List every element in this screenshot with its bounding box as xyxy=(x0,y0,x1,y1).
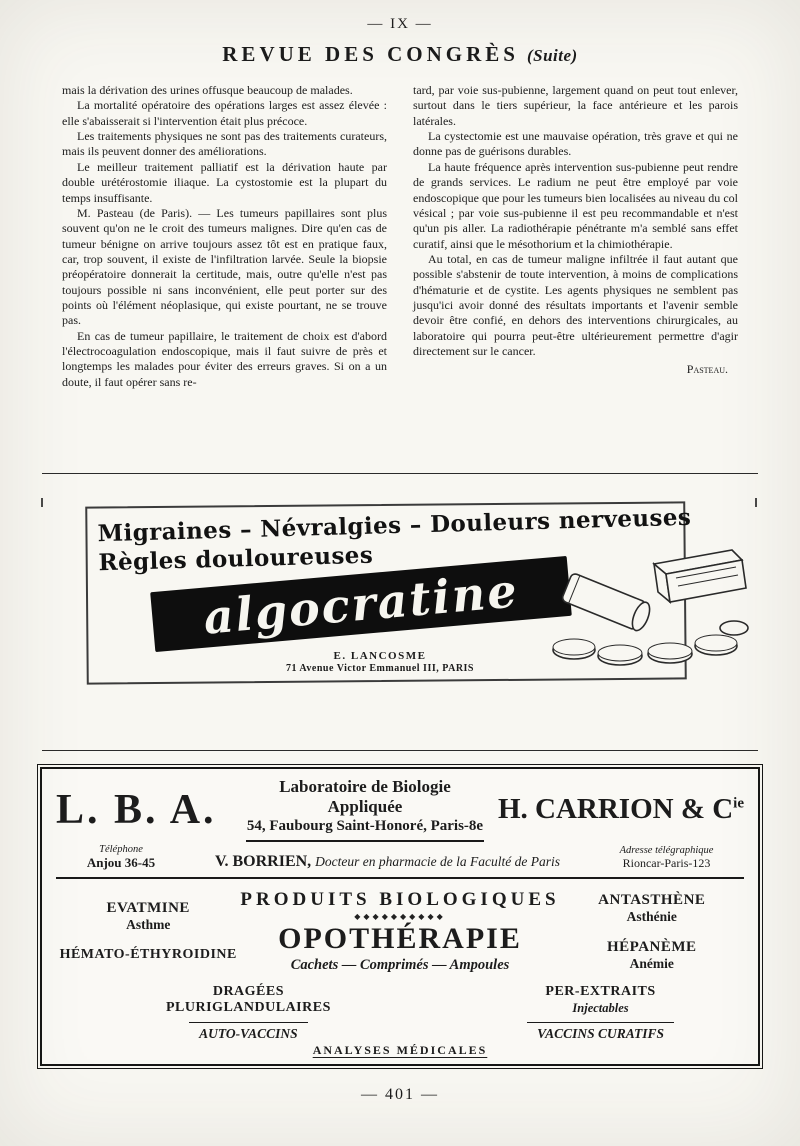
product-indication: Anémie xyxy=(629,955,674,971)
maker-name: E. LANCOSME xyxy=(333,650,427,662)
lba-contact-row xyxy=(56,842,744,879)
product-item xyxy=(56,900,240,933)
lba-ad xyxy=(40,767,760,1066)
dragees-block xyxy=(166,984,331,1043)
maker-address: 71 Avenue Victor Emmanuel III, PARIS xyxy=(285,663,474,674)
section-divider xyxy=(42,473,758,474)
product-item xyxy=(560,892,744,925)
dragees-line2: PLURIGLANDULAIRES xyxy=(166,1000,331,1015)
product-indication: Asthénie xyxy=(626,908,677,924)
title-suffix: (Suite) xyxy=(526,46,578,65)
page-number-top: — IX — xyxy=(367,16,433,32)
company-name xyxy=(484,793,744,826)
product-name: HÉMATO-ÉTHYROIDINE xyxy=(59,947,237,962)
paragraph: La mortalité opératoire des opérations larges est assez élevée : elle s'abaisserait si l'intervention était plus précoce. xyxy=(62,98,387,128)
pharmacist-name: V. BORRIEN, xyxy=(215,853,312,870)
product-name: EVATMINE xyxy=(106,900,190,916)
company-superscript: ie xyxy=(733,795,744,812)
lba-bottom-row xyxy=(56,984,744,1058)
phone-block xyxy=(56,844,186,871)
ad-headline-line1: Migraines – Névralgies – Douleurs nerveuses xyxy=(97,503,692,548)
phone-number: Anjou 36-45 xyxy=(86,855,156,870)
company-main: H. CARRION & C xyxy=(497,793,734,825)
products-left xyxy=(56,889,240,974)
pill-tube-illustration xyxy=(538,540,750,672)
brand-name: algocratine xyxy=(201,563,521,645)
product-indication: Asthme xyxy=(126,917,171,932)
left-column xyxy=(62,83,387,459)
title-main: REVUE DES CONGRÈS xyxy=(222,42,519,66)
ad-headline-line2: Règles douloureuses xyxy=(98,541,374,577)
pharmacist-title: Docteur en pharmacie de la Faculté de Paris xyxy=(315,854,560,869)
auto-vaccins: AUTO-VACCINS xyxy=(189,1022,308,1042)
per-extraits-line1: PER-EXTRAITS xyxy=(545,984,656,999)
paragraph: M. Pasteau (de Paris). — Les tumeurs papillaires sont plus souvent qu'on ne le croit des tumeurs malignes. Dire qu'en cas de tumeur bénigne on arrive toujours assez tôt est en pratique faux, car, trop souvent, il existe de l'infiltration larvée. Seule la biopsie préopératoire donnerait la certitude, mais, outre qu'elle n'est pas toujours possible ni sans inconvénient, elle peut porter sur des points où l'élément néoplasique, qui existe pourtant, ne se trouve pas. xyxy=(62,205,387,328)
diamond-ornament: ◆◆◆◆◆◆◆◆◆◆ xyxy=(354,912,446,921)
algocratine-ad xyxy=(40,482,760,734)
product-name: HÉPANÈME xyxy=(607,938,697,955)
product-item xyxy=(560,939,744,972)
analyses-medicales: ANALYSES MÉDICALES xyxy=(312,1043,488,1057)
per-extraits-line2: Injectables xyxy=(572,1001,629,1015)
right-column xyxy=(413,83,738,459)
telegraph-label: Adresse télégraphique xyxy=(619,845,714,856)
paragraph: La cystectomie est une mauvaise opération, très grave et qui ne donne pas de guérisons durables. xyxy=(413,129,738,159)
paragraph: mais la dérivation des urines offusque beaucoup de malades. xyxy=(62,83,353,97)
author-signature: Pasteau. xyxy=(686,362,728,377)
paragraph: tard, par voie sus-pubienne, largement quand on peut tout enlever, surtout dans le tiers supérieur, la face antérieure et les parois latérales. xyxy=(413,83,738,128)
per-extraits-block xyxy=(527,984,674,1043)
lab-name: Laboratoire de Biologie Appliquée xyxy=(279,777,451,816)
lba-header-row xyxy=(56,777,744,842)
opotherapie-title: OPOTHÉRAPIE xyxy=(278,922,522,955)
products-center xyxy=(240,889,559,974)
vaccins-curatifs: VACCINS CURATIFS xyxy=(527,1022,674,1042)
lab-identity xyxy=(246,777,484,842)
telegraph-address: Rioncar-Paris-123 xyxy=(622,856,711,870)
products-title: PRODUITS BIOLOGIQUES xyxy=(240,889,560,910)
products-right xyxy=(560,889,744,974)
page-number-bottom: — 401 — xyxy=(361,1086,439,1103)
product-item xyxy=(56,947,240,963)
lab-address: 54, Faubourg Saint-Honoré, Paris-8e xyxy=(246,818,484,834)
product-name: ANTASTHÈNE xyxy=(598,891,706,908)
paragraph: En cas de tumeur papillaire, le traitement de choix est d'abord l'électrocoagulation endoscopique, mais il faut suivre de près et longtemps les malades pour éviter des erreurs graves. Si on a un doute, il faut opérer sans re- xyxy=(62,328,387,389)
dosage-forms: Cachets — Comprimés — Ampoules xyxy=(290,957,510,973)
section-divider xyxy=(42,750,758,751)
lba-initials: L. B. A. xyxy=(56,786,217,833)
paragraph: Le meilleur traitement palliatif est la dérivation haute par double urétérostomie iliaque. La cystostomie est la plupart du temps insuffisante. xyxy=(62,159,387,205)
page-title xyxy=(0,42,800,67)
telegraph-block xyxy=(589,845,744,871)
dragees-line1: DRAGÉES xyxy=(212,984,285,999)
lba-products-row xyxy=(56,889,744,974)
article-columns xyxy=(0,67,800,459)
paragraph: Les traitements physiques ne sont pas des traitements curateurs, mais ils peuvent donner des améliorations. xyxy=(62,129,387,159)
ad-maker xyxy=(230,650,530,674)
phone-label: Téléphone xyxy=(99,844,143,855)
paragraph: Au total, en cas de tumeur maligne infiltrée il faut autant que possible s'abstenir de toute intervention, à moins de complications d'hématurie et de cystite. Les agents physiques ne semblent pas jusqu'ici avoir donné des résultats importants et l'avenir semble devoir être confié, en dehors des interventions chirurgicales, au laboratoire qui pourra peut-être ultérieurement permettre d'agir directement sur le cancer. xyxy=(413,251,738,359)
pharmacist-line xyxy=(186,853,589,871)
paragraph: La haute fréquence après intervention sus-pubienne peut rendre de grands services. Le radium ne peut être employé par voie endoscopique que pour les tumeurs bien localisées au niveau du col vésical ; par voie sus-pubienne il est peu recommandable et n'est qu'un pis aller. La radiothérapie pénétrante m'a semblé sans effet curatif, ainsi que le mésothorium et la chimiothérapie. xyxy=(413,159,738,251)
